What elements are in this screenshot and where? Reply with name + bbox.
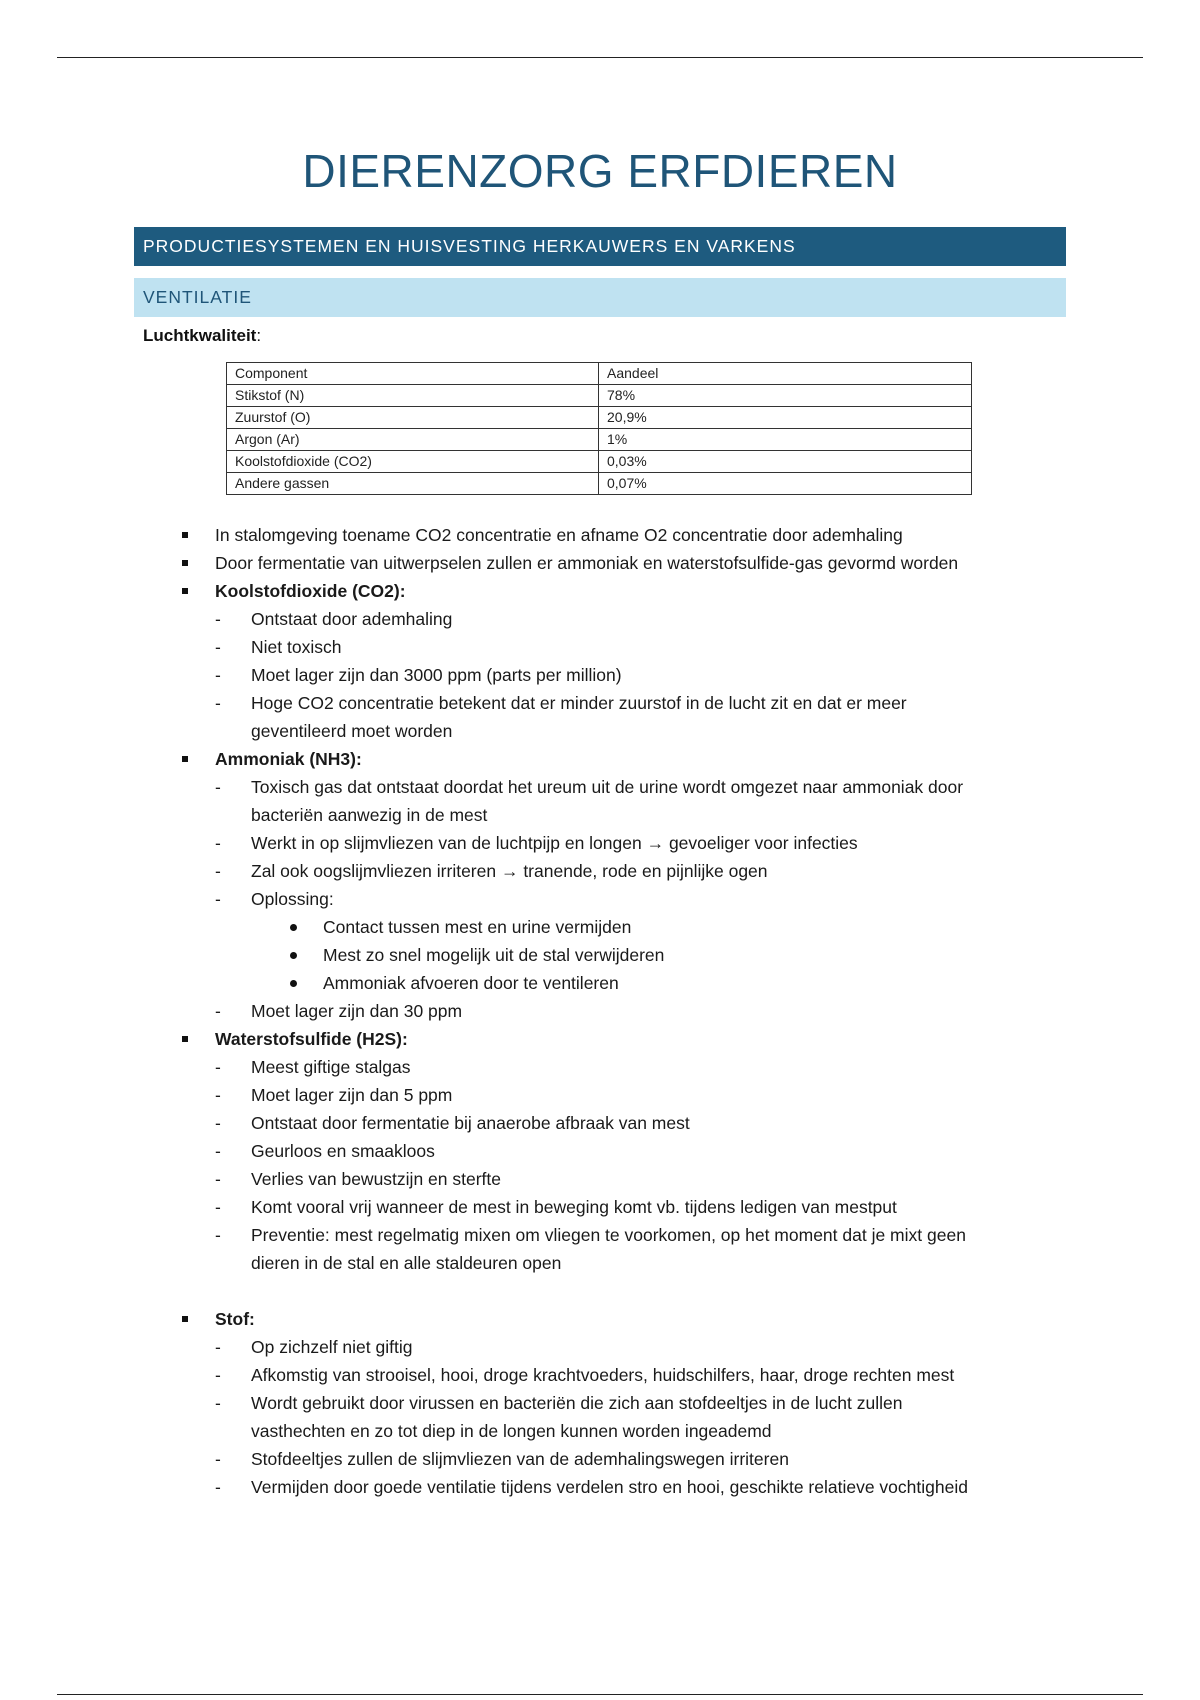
dash-marker: - [215, 889, 221, 909]
line-text: Verlies van bewustzijn en sterfte [251, 1169, 501, 1189]
continuation-line [0, 801, 1200, 829]
line-text: Moet lager zijn dan 5 ppm [251, 1085, 453, 1105]
dash-item [0, 689, 1200, 717]
table-cell: 20,9% [599, 407, 972, 429]
line-text: Stof: [215, 1309, 255, 1329]
top-rule [57, 57, 1143, 58]
bottom-rule [57, 1694, 1143, 1695]
dash-item [0, 1389, 1200, 1417]
line-text: Ontstaat door fermentatie bij anaerobe afbraak van mest [251, 1113, 690, 1133]
line-text: Ontstaat door ademhaling [251, 609, 453, 629]
line-text: geventileerd moet worden [251, 721, 453, 741]
dash-marker: - [215, 861, 221, 881]
subheading-colon: : [256, 326, 262, 345]
square-bullet-icon [182, 588, 188, 594]
line-text: In stalomgeving toename CO2 concentratie en afname O2 concentratie door ademhaling [215, 525, 903, 545]
bullet-item [0, 549, 1200, 577]
dash-marker: - [215, 1169, 221, 1189]
dash-item [0, 605, 1200, 633]
sub-bullet-item [0, 913, 1200, 941]
dash-item [0, 1221, 1200, 1249]
dash-item [0, 885, 1200, 913]
square-bullet-icon [182, 756, 188, 762]
dash-marker: - [215, 1113, 221, 1133]
table-row [227, 407, 972, 429]
dash-marker: - [215, 777, 221, 797]
dash-item [0, 857, 1200, 885]
line-text: Niet toxisch [251, 637, 342, 657]
line-text: Afkomstig van strooisel, hooi, droge krachtvoeders, huidschilfers, haar, droge rechten mest [251, 1365, 955, 1385]
line-text: Wordt gebruikt door virussen en bacteriën die zich aan stofdeeltjes in de lucht zullen [251, 1393, 903, 1413]
bullet-item [0, 1305, 1200, 1333]
table-row [227, 385, 972, 407]
continuation-line [0, 717, 1200, 745]
dash-item [0, 829, 1200, 857]
dash-item [0, 1109, 1200, 1137]
line-text: Preventie: mest regelmatig mixen om vliegen te voorkomen, op het moment dat je mixt geen [251, 1225, 966, 1245]
subsection-heading: VENTILATIE [134, 278, 1066, 317]
dash-marker: - [215, 1365, 221, 1385]
line-text: Mest zo snel mogelijk uit de stal verwijderen [323, 945, 665, 965]
line-text: Stofdeeltjes zullen de slijmvliezen van de ademhalingswegen irriteren [251, 1449, 789, 1469]
table-row [227, 473, 972, 495]
line-text: Contact tussen mest en urine vermijden [323, 917, 632, 937]
dash-marker: - [215, 1141, 221, 1161]
bullet-item [0, 577, 1200, 605]
line-text: Toxisch gas dat ontstaat doordat het ureum uit de urine wordt omgezet naar ammoniak door [251, 777, 964, 797]
dash-marker: - [215, 1001, 221, 1021]
dash-marker: - [215, 1393, 221, 1413]
square-bullet-icon [182, 560, 188, 566]
line-text: Meest giftige stalgas [251, 1057, 411, 1077]
dot-bullet-icon [290, 952, 297, 959]
dash-marker: - [215, 1225, 221, 1245]
line-text: Komt vooral vrij wanneer de mest in beweging komt vb. tijdens ledigen van mestput [251, 1197, 897, 1217]
sub-bullet-item [0, 969, 1200, 997]
line-text: dieren in de stal en alle staldeuren open [251, 1253, 562, 1273]
bullet-item [0, 745, 1200, 773]
table-cell: Zuurstof (O) [227, 407, 599, 429]
table-cell: 1% [599, 429, 972, 451]
continuation-line [0, 1417, 1200, 1445]
sub-bullet-item [0, 941, 1200, 969]
table-cell: 0,03% [599, 451, 972, 473]
square-bullet-icon [182, 532, 188, 538]
bullet-item [0, 521, 1200, 549]
dash-item [0, 1473, 1200, 1501]
continuation-line [0, 1249, 1200, 1277]
dash-marker: - [215, 1449, 221, 1469]
dash-marker: - [215, 665, 221, 685]
line-text: Oplossing: [251, 889, 334, 909]
table-header-row [227, 363, 972, 385]
subheading [143, 326, 261, 346]
dash-marker: - [215, 1477, 221, 1497]
line-text: Vermijden door goede ventilatie tijdens verdelen stro en hooi, geschikte relatieve vochtigheid [251, 1477, 968, 1497]
dash-marker: - [215, 1337, 221, 1357]
section-heading: PRODUCTIESYSTEMEN EN HUISVESTING HERKAUWERS EN VARKENS [134, 227, 1066, 266]
bullet-item [0, 1025, 1200, 1053]
square-bullet-icon [182, 1036, 188, 1042]
table-cell: Stikstof (N) [227, 385, 599, 407]
line-text: Op zichzelf niet giftig [251, 1337, 413, 1357]
line-text: Door fermentatie van uitwerpselen zullen er ammoniak en waterstofsulfide-gas gevormd worden [215, 553, 959, 573]
dot-bullet-icon [290, 924, 297, 931]
line-text: Zal ook oogslijmvliezen irriteren → tranende, rode en pijnlijke ogen [251, 861, 768, 881]
dash-item [0, 997, 1200, 1025]
table-header-cell: Component [227, 363, 599, 385]
body-content [0, 521, 1200, 1501]
table-row [227, 451, 972, 473]
table-cell: Koolstofdioxide (CO2) [227, 451, 599, 473]
dash-item [0, 1361, 1200, 1389]
page-title: DIERENZORG ERFDIEREN [302, 145, 898, 197]
dash-item [0, 661, 1200, 689]
table-header-cell: Aandeel [599, 363, 972, 385]
table-cell: 78% [599, 385, 972, 407]
line-text: Waterstofsulfide (H2S): [215, 1029, 408, 1049]
line-text: bacteriën aanwezig in de mest [251, 805, 488, 825]
dash-item [0, 1053, 1200, 1081]
dash-item [0, 1137, 1200, 1165]
dash-item [0, 1445, 1200, 1473]
line-text: Ammoniak (NH3): [215, 749, 362, 769]
line-text: Ammoniak afvoeren door te ventileren [323, 973, 619, 993]
dash-item [0, 633, 1200, 661]
dash-item [0, 1333, 1200, 1361]
dash-marker: - [215, 1057, 221, 1077]
line-text: vasthechten en zo tot diep in de longen kunnen worden ingeademd [251, 1421, 772, 1441]
line-text: Moet lager zijn dan 30 ppm [251, 1001, 463, 1021]
dash-item [0, 1193, 1200, 1221]
table-cell: Andere gassen [227, 473, 599, 495]
subheading-text: Luchtkwaliteit [143, 326, 257, 345]
dash-marker: - [215, 1197, 221, 1217]
dash-item [0, 1081, 1200, 1109]
square-bullet-icon [182, 1316, 188, 1322]
dash-marker: - [215, 833, 221, 853]
line-text: Koolstofdioxide (CO2): [215, 581, 406, 601]
table-cell: Argon (Ar) [227, 429, 599, 451]
dash-marker: - [215, 693, 221, 713]
air-composition-table [226, 362, 972, 495]
dash-marker: - [215, 609, 221, 629]
dash-marker: - [215, 637, 221, 657]
dash-item [0, 1165, 1200, 1193]
dash-item [0, 773, 1200, 801]
line-text: Moet lager zijn dan 3000 ppm (parts per million) [251, 665, 622, 685]
table-row [227, 429, 972, 451]
line-text: Geurloos en smaakloos [251, 1141, 435, 1161]
line-text: Hoge CO2 concentratie betekent dat er minder zuurstof in de lucht zit en dat er meer [251, 693, 907, 713]
dot-bullet-icon [290, 980, 297, 987]
dash-marker: - [215, 1085, 221, 1105]
line-text: Werkt in op slijmvliezen van de luchtpijp en longen → gevoeliger voor infecties [251, 833, 858, 853]
table-cell: 0,07% [599, 473, 972, 495]
